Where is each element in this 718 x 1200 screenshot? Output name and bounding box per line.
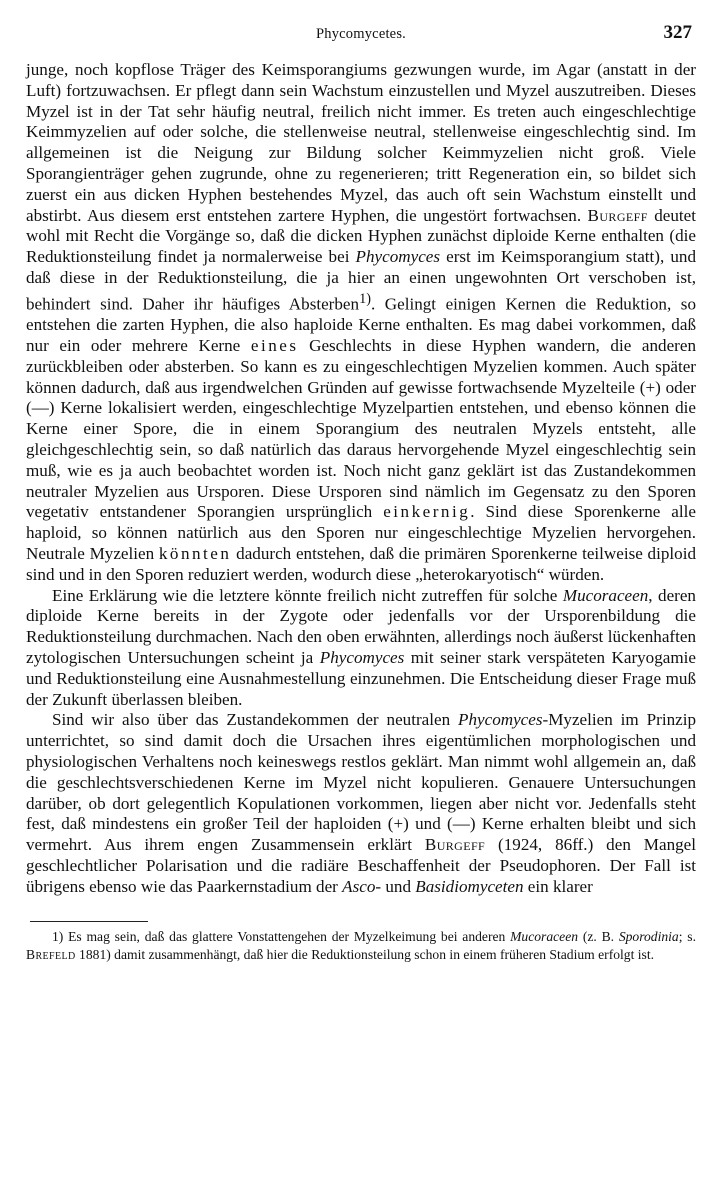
text-run: - und	[375, 876, 416, 896]
author-name: Burgeff	[424, 835, 486, 855]
text-run: ; s.	[678, 928, 696, 944]
paragraph-1	[26, 60, 696, 586]
text-run: (z. B.	[578, 928, 619, 944]
italic-term: Sporodinia	[618, 928, 679, 944]
text-run: erst im Keimsporangium statt), und daß diese in der Reduktionsteilung, die ja hier an einen ungewohnten Ort verschoben ist, behindert sind. Daher ihr häufiges Absterben	[26, 247, 696, 314]
text-run: -Myzelien im Prinzip unterrichtet, so sind damit doch die Ursachen ihres eigentümlichen morphologischen und physiologischen Verhaltens noch keineswegs restlos geklärt. Man nimmt wohl allgemein an, daß die geschlechtsverschiedenen Kerne im Myzel nicht kopulieren. Genauere Untersuchungen darüber, ob dort gelegentlich Kopulationen vorkommen, liegen aber nicht vor. Jedenfalls steht fest, daß mindestens ein großer Teil der haploiden (+) und (—) Kerne erhalten bleibt und sich vermehrt. Aus ihrem engen Zusammensein erklärt	[26, 710, 696, 855]
author-name: Brefeld	[26, 946, 76, 962]
page-number: 327	[663, 22, 692, 43]
footnote	[26, 928, 696, 964]
text-run: 1881) damit zusammenhängt, daß hier die Reduktionsteilung schon in einem früheren Stadium erfolgt ist.	[75, 946, 655, 962]
text-run: Eine Erklärung wie die letztere könnte freilich nicht zutreffen für solche	[52, 585, 563, 605]
text-run: . Gelingt einigen Kernen die Reduktion, so entstehen die zarten Hyphen, die also haploide Kerne enthalten. Es mag dabei vorkommen, daß nur ein oder mehrere Kerne	[26, 294, 696, 356]
italic-term: Phycomyces	[458, 710, 543, 730]
text-run: ein klarer	[523, 876, 593, 896]
italic-term: Asco	[342, 876, 376, 896]
paragraph-2	[26, 586, 696, 711]
text-run: Sind wir also über das Zustandekommen der neutralen	[52, 710, 459, 730]
paragraph-3	[26, 710, 696, 897]
italic-term: Phycomyces	[355, 247, 441, 267]
emphasized-word: einkernig	[383, 502, 471, 522]
text-run: mit seiner stark verspäteten Karyogamie und Reduktionsteilung eine Ausnahmestellung einzunehmen. Die Entscheidung dieser Frage muß der Zukunft überlassen bleiben.	[26, 648, 696, 709]
italic-term: Mucoraceen	[562, 585, 649, 605]
italic-term: Basidiomyceten	[415, 876, 524, 896]
italic-term: Mucoraceen	[510, 928, 579, 944]
text-run: (1924, 86ff.) den Mangel geschlechtlicher Polarisation und die radiäre Beschaffenheit der Pseudophoren. Der Fall ist übrigens ebenso wie das Paarkernstadium der	[26, 835, 697, 896]
footnote-marker: 1)	[359, 290, 371, 307]
text-run: dadurch entstehen, daß die primären Sporenkerne teilweise diploid sind und in den Sporen reduziert werden, wodurch diese „heterokaryotisch“ würden.	[26, 544, 696, 584]
text-run: Geschlechts in diese Hyphen wandern, die anderen zurückbleiben oder absterben. So kann es zu eingeschlechtigen Myzelien kommen. Auch später können dadurch, daß aus irgendwelchen Gründen auf gewisse fortwachsende Myzelteile (+) oder (—) Kerne lokalisiert werden, eingeschlechtige Myzelpartien entstehen, und ebenso können die Kerne einer Spore, die in einem Sporangium des neutralen Myzels entsteht, alle gleichgeschlechtig sein, so daß natürlich das daraus hervorgehende Myzel eingeschlechtig sein muß, wie es ja auch beobachtet worden ist. Noch nicht ganz geklärt ist das Zustandekommen neutraler Myzelien aus Ursporen. Diese Ursporen sind nämlich im Gegensatz zu den Sporen vegetativ entstandener Sporangien ursprünglich	[26, 336, 696, 522]
page-header	[26, 22, 696, 58]
text-run: , deren diploide Kerne bereits in der Zygote oder jedenfalls vor der Ursporenbildung die Reduktionsteilung durchmachen. Nach den oben erwähnten, allerdings noch äußerst lückenhaften zytologischen Untersuchungen scheint ja	[26, 585, 696, 667]
author-name: Burgeff	[587, 205, 648, 225]
emphasized-word: eines	[250, 336, 299, 356]
footnote-divider	[30, 921, 148, 922]
italic-term: Phycomyces	[319, 648, 405, 667]
text-run: deutet wohl mit Recht die Vorgänge so, daß die dicken Hyphen zunächst diploide Kerne enthalten (die Reduktionsteilung findet ja normalerweise bei	[26, 205, 696, 267]
body-text	[26, 60, 696, 898]
text-run: junge, noch kopflose Träger des Keimsporangiums gezwungen wurde, im Agar (anstatt in der Luft) fortzuwachsen. Er pflegt dann sein Wachstum einzustellen und Myzel auszutreiben. Dieses Myzel ist in der Tat sehr häufig neutral, freilich nicht immer. Es treten auch eingeschlechtige Keimmyzelien auf oder solche, die stellenweise neutral, stellenweise eingeschlechtig sind. Im allgemeinen ist die Neigung zur Bildung solcher Keimmyzelien nicht groß. Viele Sporangienträger gehen zugrunde, ohne zu regenerieren; tritt Regeneration ein, so bildet sich zuerst ein aus dicken Hyphen bestehendes Myzel, das auch oft sein Wachstum einstellt und abstirbt. Aus diesem erst entstehen zartere Hyphen, die ungestört fortwachsen.	[26, 60, 696, 225]
text-run: . Sind diese Sporenkerne alle haploid, so können natürlich aus den Sporen nur eingeschlechtige Myzelien hervorgehen. Neutrale Myzelien	[26, 502, 696, 564]
running-title: Phycomycetes.	[316, 26, 406, 42]
emphasized-word: könnten	[158, 544, 232, 564]
text-run: 1) Es mag sein, daß das glattere Vonstattengehen der Myzelkeimung bei anderen	[52, 928, 511, 944]
